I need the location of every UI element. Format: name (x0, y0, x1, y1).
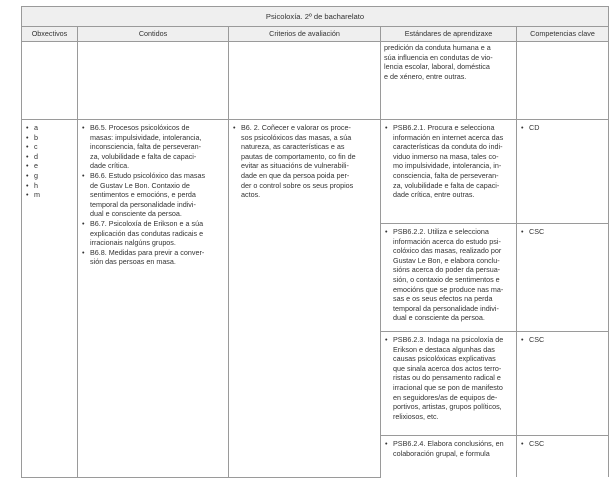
competence-cell (517, 436, 609, 478)
text-line: • B6.6. Estudo psicolóxico das masas (90, 170, 206, 180)
objective-item: • a (25, 123, 74, 133)
text-line: relixiosos, etc. (393, 411, 439, 421)
text-line: • PSB6.2.4. Elabora conclusións, en (393, 439, 504, 448)
objective-item: • b (25, 133, 74, 143)
text-line: de Gustav Le Bon. Contaxio de (90, 180, 190, 190)
content-item (81, 123, 225, 171)
text-line: irracionais nalgúns grupos. (90, 238, 176, 248)
text-line: sos psicolóxicos das masas, a súa (241, 132, 352, 142)
text-line: explicación das condutas radicais e (90, 228, 204, 238)
standard-cell (381, 120, 517, 224)
text-line: za, volubilidade e falta de capaci- (393, 180, 500, 190)
text-line: sións acerca do poder da persua- (393, 265, 501, 275)
text-line: información acerca do estudo psi- (393, 236, 501, 246)
text-line: • PSB6.2.2. Utiliza e selecciona (393, 227, 489, 236)
competence-item: • CSC (520, 439, 605, 449)
empty-cell (229, 42, 381, 120)
text-line: sas e os seus efectos na perda (393, 294, 493, 304)
criteria-cell (229, 120, 381, 478)
text-line: pautas de comportamento, co fin de (241, 151, 356, 161)
curriculum-table (21, 6, 609, 478)
header-competences: Competencias clave (517, 27, 609, 42)
text-line: dade crítica, entre outras. (393, 190, 475, 200)
standard-item (384, 227, 513, 323)
table-title: Psicoloxía. 2º de bacharelato (22, 7, 609, 27)
objective-item: • g (25, 171, 74, 181)
text-line: • B6.7. Psicoloxía de Erikson e a súa (90, 218, 204, 228)
text-line: • PSB6.2.1. Procura e selecciona (393, 123, 495, 132)
table-row (22, 42, 609, 120)
competence-item: • CD (520, 123, 605, 133)
text-line: sentimentos e emocións, e perda (90, 190, 196, 200)
text-line: mo impulsividade, intolerancia, in- (393, 161, 502, 171)
text-line: e de xénero, entre outras. (384, 71, 467, 81)
text-line: dual e consciente da persoa. (393, 313, 485, 323)
header-standards: Estándares de aprendizaxe (381, 27, 517, 42)
objective-item: • e (25, 161, 74, 171)
text-line: der o control sobre os seus propios (241, 180, 354, 190)
text-line: evitar as situacións de vulnerabili- (241, 161, 349, 171)
text-line: temporal da personalidade indivi- (393, 303, 499, 313)
objective-item: • c (25, 142, 74, 152)
criterion-item (232, 123, 377, 200)
competence-item: • CSC (520, 335, 605, 345)
text-line: lencia escolar, laboral, doméstica (384, 62, 490, 72)
standard-item (384, 335, 513, 421)
text-line: natureza, as características e as (241, 142, 345, 152)
text-line: emocións que se produce nas ma- (393, 284, 504, 294)
competence-cell (517, 224, 609, 332)
competence-item: • CSC (520, 227, 605, 237)
objectives-cell (22, 120, 78, 478)
objective-item: • d (25, 152, 74, 162)
standard-cell (381, 224, 517, 332)
text-line: portivos, artistas, grupos políticos, (393, 402, 502, 412)
header-criteria: Criterios de avaliación (229, 27, 381, 42)
standard-item (384, 123, 513, 200)
text-line: • B6.8. Medidas para previr a conver- (90, 247, 205, 257)
text-line: dade crítica. (90, 161, 130, 171)
objective-item: • m (25, 190, 74, 200)
text-line: sión, o contaxio de sentimentos e (393, 274, 500, 284)
text-line: • PSB6.2.3. Indaga na psicoloxía de (393, 335, 504, 344)
contents-list (81, 123, 225, 267)
text-line: predición da conduta humana e a (384, 43, 491, 52)
standard-cell (381, 332, 517, 436)
objective-item: • h (25, 181, 74, 191)
standard-item (384, 439, 513, 458)
standard-cell (381, 436, 517, 478)
text-line: dade en que da persoa poida per- (241, 170, 350, 180)
header-objectives: Obxectivos (22, 27, 78, 42)
text-line: masas: impulsividade, intolerancia, (90, 132, 202, 142)
text-line: características da conduta do indi- (393, 142, 503, 152)
contents-cell (78, 120, 229, 478)
text-line: que sinala acerca dos actos terro- (393, 363, 502, 373)
text-line: Erikson e destaca algunhas das (393, 344, 495, 354)
empty-cell (78, 42, 229, 120)
criteria-list (232, 123, 377, 200)
competence-cell (517, 120, 609, 224)
text-line: información en internet acerca das (393, 132, 504, 142)
text-line: colaboración grupal, e formula (393, 448, 490, 458)
text-line: temporal da personalidade indivi- (90, 199, 196, 209)
content-item (81, 219, 225, 248)
text-line: inconsciencia, falta de perseveran- (90, 142, 202, 152)
text-line: causas psicolóxicas explicativas (393, 354, 496, 364)
empty-cell (517, 42, 609, 120)
text-line: súa influencia en condutas de vio- (384, 52, 493, 62)
objectives-list (25, 123, 74, 200)
content-item (81, 171, 225, 219)
text-line: actos. (241, 190, 261, 200)
text-line: za, volubilidade e falta de capaci- (90, 151, 197, 161)
text-line: • B6.5. Procesos psicolóxicos de (90, 123, 190, 132)
text-line: en seguidores/as de equipos de- (393, 392, 498, 402)
text-line: • B6. 2. Coñecer e valorar os proce- (241, 123, 351, 132)
text-line: consciencia, falta de perseveran- (393, 170, 499, 180)
text-line: colóxico das masas, realizado por (393, 246, 502, 256)
text-line: Gustav Le Bon, e elabora conclu- (393, 255, 500, 265)
text-line: irracional que se pon de manifesto (393, 382, 503, 392)
competence-cell (517, 332, 609, 436)
text-line: dual e consciente da persoa. (90, 209, 182, 219)
text-line: sión das persoas en masa. (90, 257, 176, 267)
text-line: viduo inmerso na masa, tales co- (393, 151, 499, 161)
empty-cell (22, 42, 78, 120)
header-contents: Contidos (78, 27, 229, 42)
carry-over-standard-cell (381, 42, 517, 120)
content-item (81, 248, 225, 267)
table-row (22, 120, 609, 224)
text-line: ristas ou do pensamento radical e (393, 373, 501, 383)
